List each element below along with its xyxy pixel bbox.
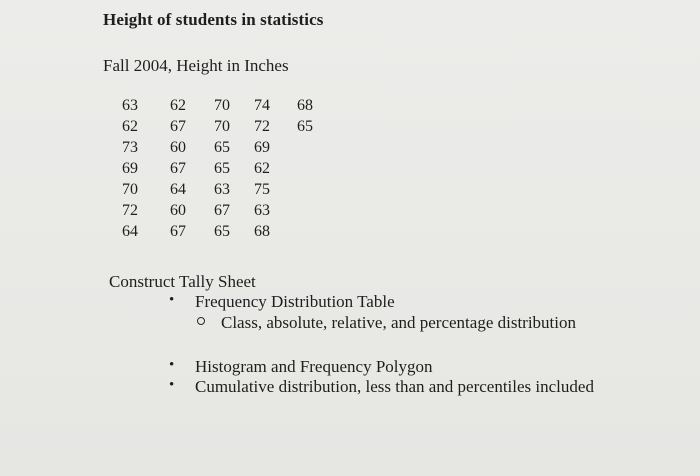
- data-cell: 72: [122, 202, 138, 219]
- page-subtitle: Fall 2004, Height in Inches: [103, 56, 289, 75]
- data-cell: 60: [170, 202, 186, 219]
- data-cell: 60: [170, 139, 186, 156]
- hollow-circle-bullet-icon: [197, 317, 205, 325]
- data-cell: 63: [254, 202, 270, 219]
- instructions-heading: Construct Tally Sheet: [109, 272, 256, 291]
- data-cell: 62: [122, 118, 138, 135]
- data-cell: 65: [214, 160, 230, 177]
- data-cell: 69: [254, 139, 270, 156]
- data-cell: 74: [254, 97, 270, 114]
- data-cell: 67: [170, 160, 186, 177]
- data-cell: 75: [254, 181, 270, 198]
- data-cell: 62: [170, 97, 186, 114]
- data-cell: 67: [214, 202, 230, 219]
- data-cell: 65: [297, 118, 313, 135]
- bullet-icon: •: [169, 357, 175, 373]
- data-cell: 68: [297, 97, 313, 114]
- data-cell: 63: [214, 181, 230, 198]
- data-cell: 70: [214, 118, 230, 135]
- data-cell: 72: [254, 118, 270, 135]
- data-cell: 65: [214, 139, 230, 156]
- data-cell: 67: [170, 223, 186, 240]
- bullet-icon: •: [169, 292, 175, 308]
- sub-bullet-text: Class, absolute, relative, and percentage distribution: [221, 313, 577, 332]
- data-cell: 73: [122, 139, 138, 156]
- data-cell: 69: [122, 160, 138, 177]
- data-cell: 70: [122, 181, 138, 198]
- data-cell: 64: [170, 181, 186, 198]
- bullet-text: Histogram and Frequency Polygon: [195, 357, 433, 376]
- bullet-text: Cumulative distribution, less than and percentiles included: [195, 377, 594, 396]
- data-cell: 62: [254, 160, 270, 177]
- page-title: Height of students in statistics: [103, 10, 324, 29]
- data-cell: 65: [214, 223, 230, 240]
- data-cell: 67: [170, 118, 186, 135]
- data-cell: 63: [122, 97, 138, 114]
- data-cell: 64: [122, 223, 138, 240]
- bullet-text: Frequency Distribution Table: [195, 292, 395, 311]
- bullet-icon: •: [169, 377, 175, 393]
- data-cell: 70: [214, 97, 230, 114]
- data-cell: 68: [254, 223, 270, 240]
